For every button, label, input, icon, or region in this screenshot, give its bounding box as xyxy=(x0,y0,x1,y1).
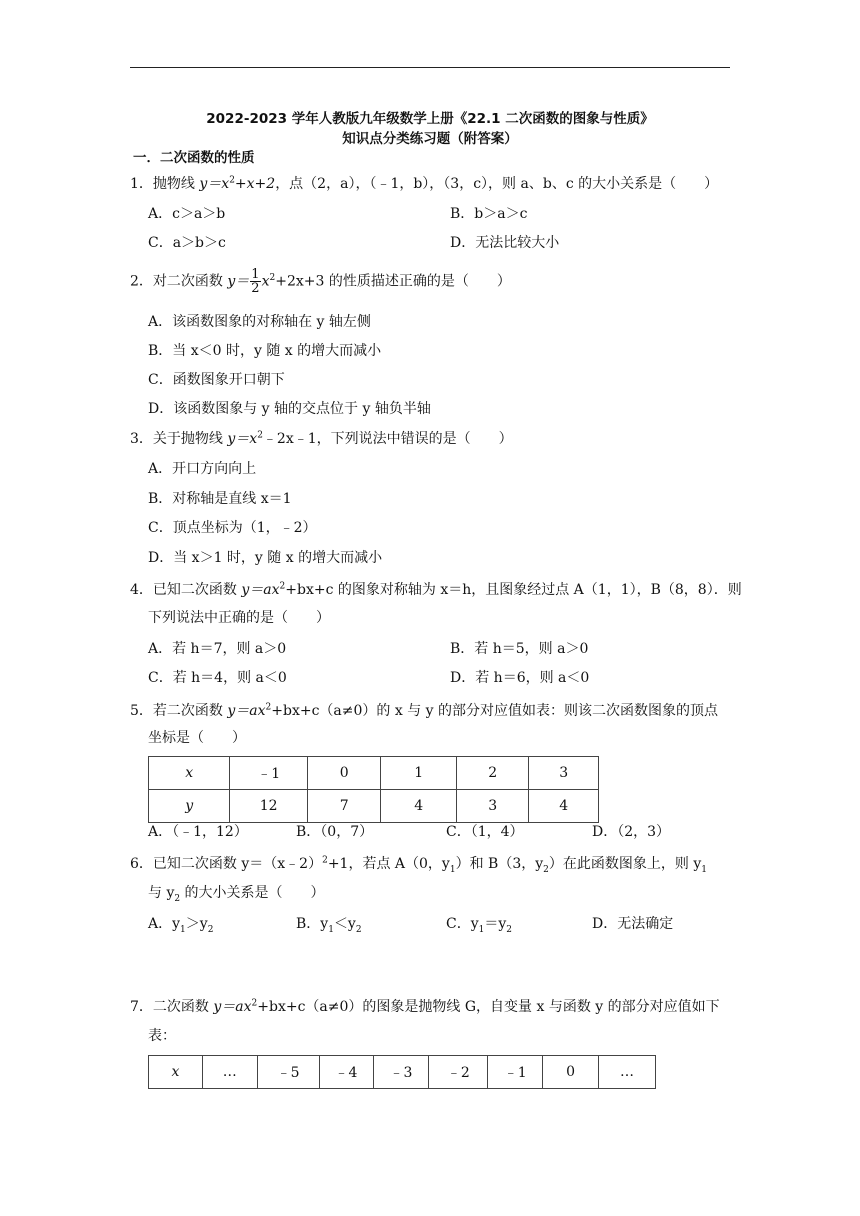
q2-option-a: A．该函数图象的对称轴在 y 轴左侧 xyxy=(148,314,371,330)
question-6-continued: 与 $y_2$ 的大小关系是（ ） xyxy=(148,885,325,904)
q3-option-d: D．当 x＞1 时，y 随 x 的增大而减小 xyxy=(148,550,383,566)
q5-option-a: A．（﹣1，12） xyxy=(148,824,248,840)
table-cell: 1 xyxy=(381,757,456,790)
question-1: 1．抛物线 $y=x^2+x+2$，点（2，a），（﹣1，b），（3，c），则 a、b、c 的大小关系是（ ） xyxy=(130,175,719,192)
table-cell: ﹣5 xyxy=(257,1056,319,1089)
table-cell: ﹣3 xyxy=(373,1056,429,1089)
q2-option-d: D．该函数图象与 y 轴的交点位于 y 轴负半轴 xyxy=(148,401,431,417)
table-cell: y xyxy=(149,790,230,823)
section-heading: 一．二次函数的性质 xyxy=(133,150,255,166)
table-cell: 2 xyxy=(456,757,529,790)
q5-option-d: D．（2，3） xyxy=(592,824,671,840)
q5-value-table xyxy=(148,756,599,823)
table-cell: 4 xyxy=(381,790,456,823)
q2-option-b: B．当 x＜0 时，y 随 x 的增大而减小 xyxy=(148,343,382,359)
table-cell: x xyxy=(149,757,230,790)
q6-option-a: A．$y_1>y_2$ xyxy=(148,916,214,935)
table-row xyxy=(149,790,599,823)
q2-option-c: C．函数图象开口朝下 xyxy=(148,372,285,388)
q4-option-d: D．若 h＝6，则 a＜0 xyxy=(450,670,590,686)
header-rule xyxy=(130,67,730,68)
q7-value-table xyxy=(148,1055,656,1089)
question-7: 7．二次函数 $y=ax^2+bx+c(a\ne 0)$的图象是抛物线 G，自变量 x 与函数 y 的部分对应值如下 xyxy=(130,998,720,1015)
question-4: 4．已知二次函数 $y=ax^2+bx+c$ 的图象对称轴为 x＝h，且图象经过点 A（1，1），B（8，8）．则 xyxy=(130,581,742,598)
fraction-one-half: $\frac{1}{2}$ xyxy=(251,267,260,296)
q5-option-b: B．（0，7） xyxy=(296,824,374,840)
q1-option-b: B．b＞a＞c xyxy=(450,206,528,222)
table-row xyxy=(149,1056,656,1089)
question-3: 3．关于抛物线 $y=x^2﹣2x﹣1$，下列说法中错误的是（ ） xyxy=(130,430,513,447)
document-subtitle: 知识点分类练习题（附答案） xyxy=(342,131,518,147)
table-cell: ﹣4 xyxy=(319,1056,373,1089)
table-cell: 3 xyxy=(529,757,599,790)
q4-option-a: A．若 h＝7，则 a＞0 xyxy=(148,641,287,657)
table-cell: ﹣1 xyxy=(230,757,308,790)
question-7-continued: 表： xyxy=(148,1028,176,1044)
table-row xyxy=(149,757,599,790)
q3-option-b: B．对称轴是直线 x＝1 xyxy=(148,491,292,507)
table-cell: … xyxy=(599,1056,656,1089)
q3-option-c: C．顶点坐标为（1，﹣2） xyxy=(148,520,317,536)
table-cell: 12 xyxy=(230,790,308,823)
question-5-continued: 坐标是（ ） xyxy=(148,730,246,746)
q6-option-b: B．$y_1<y_2$ xyxy=(296,916,362,935)
table-cell: 0 xyxy=(307,757,381,790)
question-2: 2．对二次函数 y＝ $\frac{1}{2}$ $x^2+2x+3$ 的性质描述正确的是（ ） xyxy=(130,267,511,296)
q1-option-a: A．c＞a＞b xyxy=(148,206,226,222)
table-cell: 0 xyxy=(543,1056,599,1089)
q3-option-a: A．开口方向向上 xyxy=(148,461,257,477)
table-cell: x xyxy=(149,1056,203,1089)
q6-option-c: C．$y_1=y_2$ xyxy=(446,916,513,935)
table-cell: ﹣1 xyxy=(488,1056,543,1089)
table-cell: 4 xyxy=(529,790,599,823)
question-4-continued: 下列说法中正确的是（ ） xyxy=(148,610,330,626)
q4-option-b: B．若 h＝5，则 a＞0 xyxy=(450,641,589,657)
q1-option-d: D．无法比较大小 xyxy=(450,235,560,251)
table-cell: … xyxy=(202,1056,257,1089)
question-5: 5．若二次函数 $y=ax^2+bx+c(a\ne 0)$的 x 与 y 的部分对应值如表：则该二次函数图象的顶点 xyxy=(130,702,719,719)
question-6: 6．已知二次函数 y＝（x﹣2）$^2$+1，若点 A（0，$y_1$）和 B（3，$y_2$）在此函数图象上，则 $y_1$ xyxy=(130,855,707,875)
document-title: 2022-2023 学年人教版九年级数学上册《22.1 二次函数的图象与性质》 xyxy=(206,111,654,127)
q4-option-c: C．若 h＝4，则 a＜0 xyxy=(148,670,287,686)
q6-option-d: D．无法确定 xyxy=(592,916,674,932)
q5-option-c: C．（1，4） xyxy=(446,824,524,840)
table-cell: ﹣2 xyxy=(429,1056,488,1089)
table-cell: 7 xyxy=(307,790,381,823)
table-cell: 3 xyxy=(456,790,529,823)
q1-option-c: C．a＞b＞c xyxy=(148,235,226,251)
